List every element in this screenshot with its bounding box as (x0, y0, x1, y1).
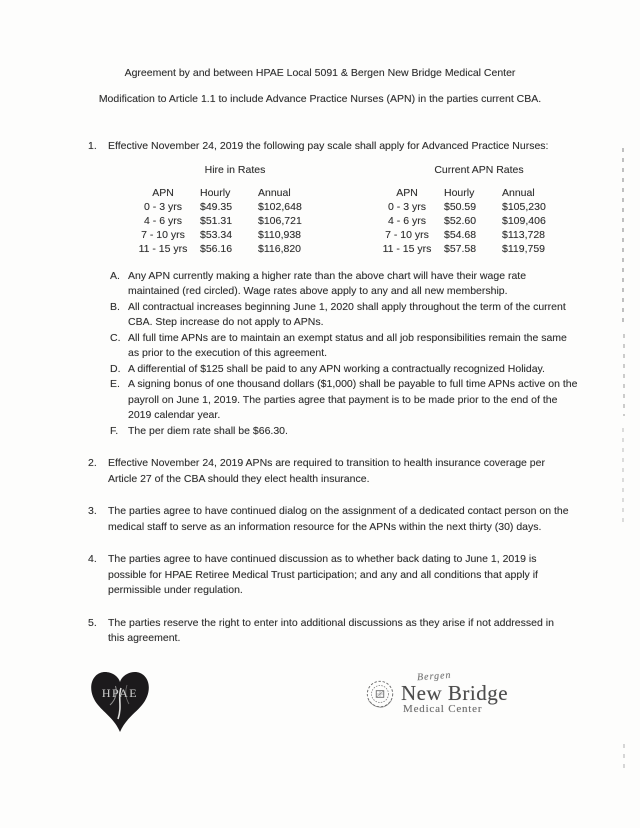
table-row (370, 242, 588, 256)
table-cell: $56.16 (200, 242, 233, 255)
newbridge-logo-text (401, 669, 509, 715)
table-cell: $106,721 (258, 214, 302, 227)
newbridge-name: New Bridge (401, 680, 509, 705)
item-number: 1. (88, 140, 97, 152)
item-letter: A. (110, 269, 120, 282)
table-cell: $109,406 (502, 214, 546, 227)
numbered-item-3 (88, 504, 590, 535)
table-title: Hire in Rates (204, 163, 266, 176)
newbridge-logo (364, 669, 509, 715)
lettered-sublist (0, 269, 640, 440)
item-text: Effective November 24, 2019 the following pay scale shall apply for Advanced Practice Nurses: (108, 140, 549, 152)
item-text: The per diem rate shall be $66.30. (128, 424, 288, 437)
column-header: APN (152, 186, 174, 199)
table-cell: $110,938 (258, 228, 302, 241)
table-row (370, 200, 588, 214)
item-letter: F. (110, 424, 119, 437)
scan-artifact (623, 744, 625, 768)
hpae-logo-label: HPAE (101, 685, 139, 700)
item-number: 3. (88, 505, 97, 517)
numbered-item-4 (88, 552, 590, 599)
newbridge-subtitle: Medical Center (403, 702, 483, 715)
footer-logos (0, 669, 640, 747)
pay-tables (126, 163, 640, 256)
sub-item-b (110, 300, 640, 331)
table-cell: $52.60 (444, 214, 477, 227)
heart-hands-icon (88, 669, 152, 735)
column-header: Annual (502, 186, 535, 199)
item-text: The parties agree to have continued discussion as to whether back dating to June 1, 2019 is possible for HPAE Retiree Medical Trust participation; and any and all conditions that apply if permissible under regulation. (108, 553, 538, 596)
item-text: All contractual increases beginning June 1, 2020 shall apply throughout the term of the current CBA. Step increase do not apply to APNs. (128, 300, 566, 328)
scan-artifact (622, 148, 624, 326)
table-cell: 7 - 10 yrs (141, 228, 185, 241)
sub-item-c (110, 331, 640, 362)
table-title: Current APN Rates (434, 163, 524, 176)
item-text: A differential of $125 shall be paid to any APN working a contractually recognized Holiday. (128, 362, 545, 375)
numbered-item-5 (88, 616, 590, 647)
table-cell: $102,648 (258, 200, 302, 213)
newbridge-script-word: Bergen (416, 669, 452, 683)
numbered-item-1 (88, 139, 590, 155)
item-number: 2. (88, 457, 97, 469)
hpae-logo (88, 669, 152, 737)
table-header-row (370, 186, 588, 200)
sub-item-f (110, 424, 640, 440)
item-letter: E. (110, 378, 120, 390)
item-text: Any APN currently making a higher rate than the above chart will have their wage rate maintained (red circled). Wage rates above apply to any and all new membership. (128, 269, 527, 297)
item-text: Effective November 24, 2019 APNs are required to transition to health insurance coverage per Article 27 of the CBA should they elect health insurance. (108, 457, 545, 485)
table-row (126, 214, 344, 228)
column-header: Hourly (444, 186, 475, 199)
item-letter: B. (110, 300, 120, 313)
table-cell: $49.35 (200, 200, 233, 213)
item-text: The parties reserve the right to enter into additional discussions as they arise if not addressed in this agreement. (108, 616, 554, 644)
table-row (126, 228, 344, 242)
table-cell: $105,230 (502, 200, 546, 213)
table-cell: $54.68 (444, 228, 477, 241)
sub-item-a (110, 269, 640, 300)
table-cell: 7 - 10 yrs (385, 228, 429, 241)
laurel-seal-icon (364, 677, 396, 711)
column-header: Hourly (200, 186, 231, 199)
item-letter: D. (110, 362, 121, 375)
table-cell: $116,820 (258, 242, 302, 255)
table-row (370, 228, 588, 242)
table-cell: 4 - 6 yrs (144, 214, 182, 227)
item-text: A signing bonus of one thousand dollars ($1,000) shall be payable to full time APNs active on the payroll on June 1, 2019. The parties agree that payment is to be made prior to the end of the 2019 calendar year. (128, 378, 578, 421)
item-number: 5. (88, 616, 97, 629)
table-cell: 11 - 15 yrs (382, 242, 432, 255)
current-apn-rates-table (370, 163, 588, 256)
table-row (126, 200, 344, 214)
numbered-item-2 (88, 456, 590, 487)
scan-artifact (623, 334, 625, 416)
sub-item-e (110, 377, 640, 424)
table-row (370, 214, 588, 228)
table-cell: 4 - 6 yrs (388, 214, 426, 227)
item-number: 4. (88, 553, 97, 565)
item-letter: C. (110, 331, 121, 344)
item-text: The parties agree to have continued dialog on the assignment of a dedicated contact person on the medical staff to serve as an information resource for the APNs within the next thirty (30) days. (108, 505, 569, 533)
table-cell: 0 - 3 yrs (144, 200, 182, 213)
table-cell: $113,728 (502, 228, 546, 241)
column-header: APN (396, 186, 418, 199)
table-cell: 11 - 15 yrs (138, 242, 188, 255)
document-title-line1: Agreement by and between HPAE Local 5091 & Bergen New Bridge Medical Center (124, 67, 516, 79)
table-cell: 0 - 3 yrs (388, 200, 426, 213)
column-header: Annual (258, 186, 291, 199)
table-row (126, 242, 344, 256)
hire-in-rates-table (126, 163, 344, 256)
table-cell: $53.34 (200, 228, 233, 241)
table-cell: $119,759 (502, 242, 546, 255)
scan-artifact (622, 428, 624, 524)
table-header-row (126, 186, 344, 200)
item-text: All full time APNs are to maintain an exempt status and all job responsibilities remain the same as prior to the execution of this agreement. (128, 331, 567, 359)
table-cell: $57.58 (444, 242, 477, 255)
document-title-line2: Modification to Article 1.1 to include Advance Practice Nurses (APN) in the parties current CBA. (98, 93, 542, 105)
table-cell: $50.59 (444, 200, 477, 213)
table-cell: $51.31 (200, 214, 233, 227)
sub-item-d (110, 362, 640, 378)
